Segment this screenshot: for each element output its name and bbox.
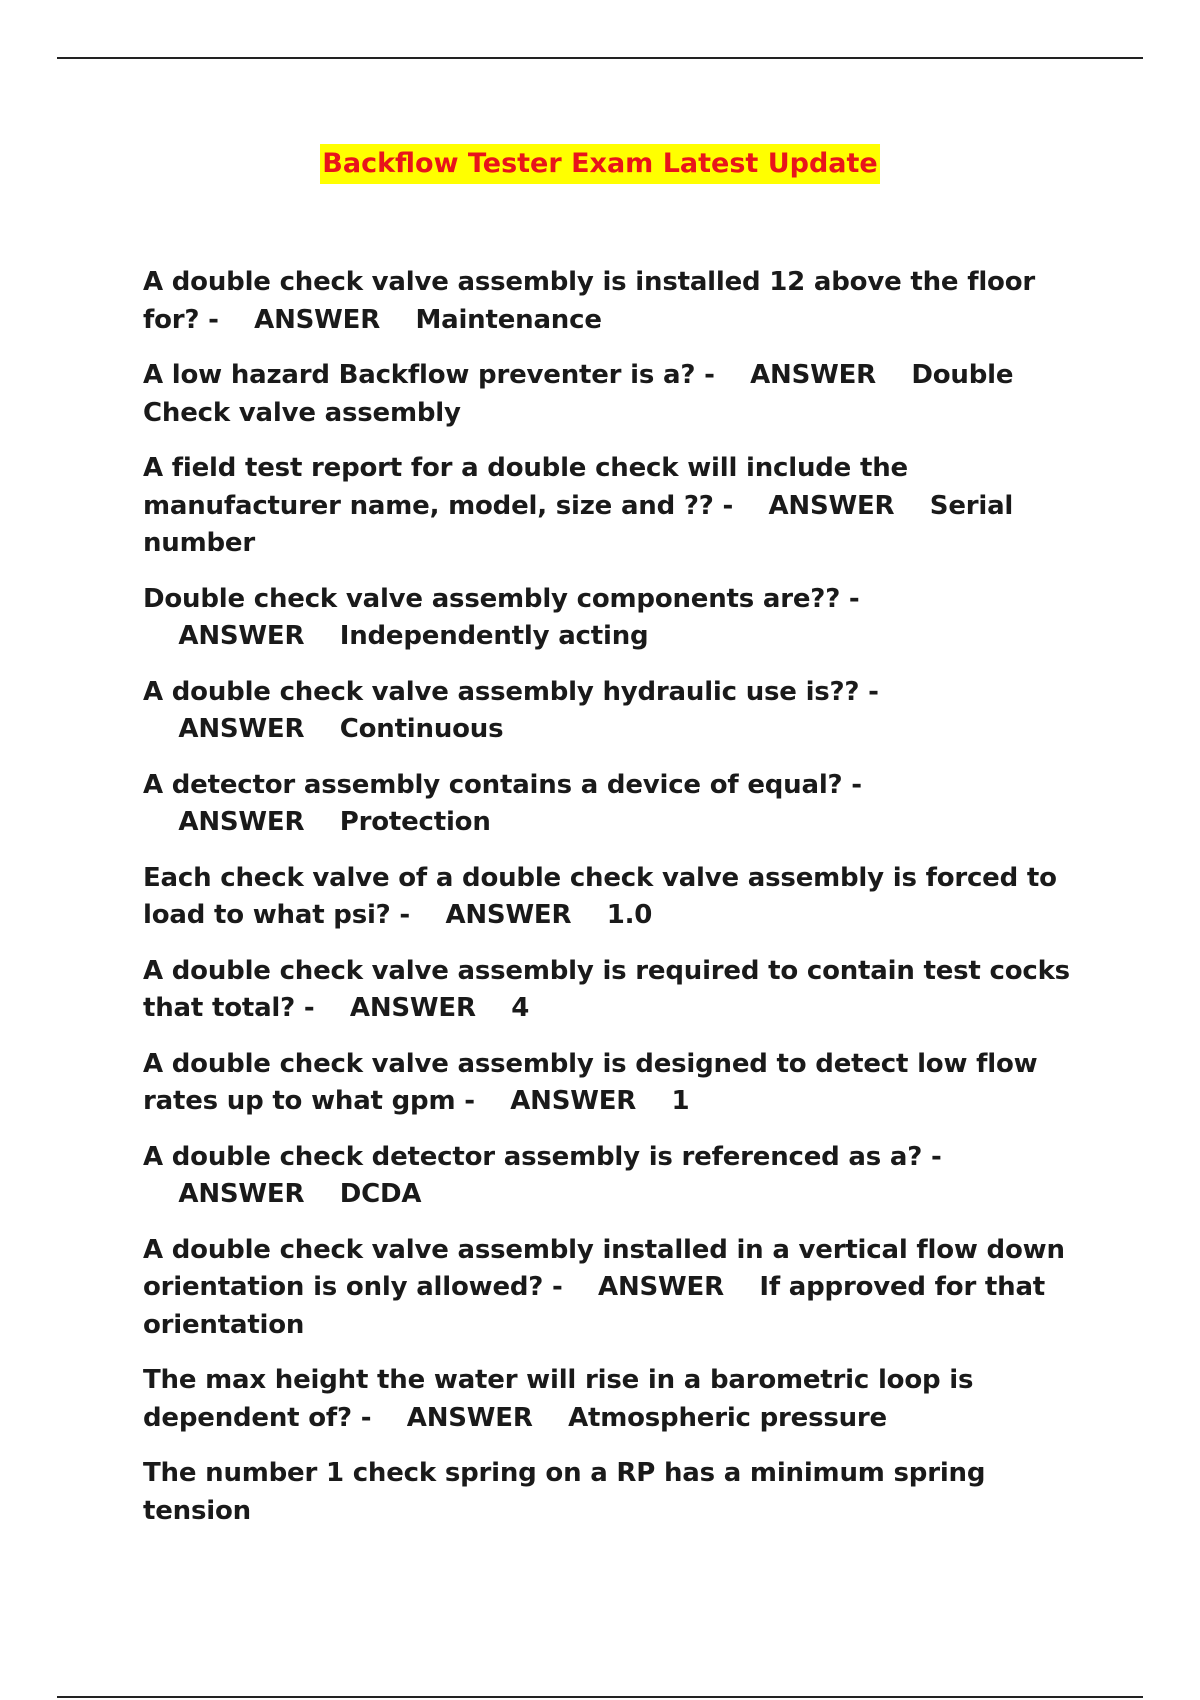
qa-item bbox=[143, 860, 1093, 935]
answer-text: 1.0 bbox=[606, 900, 653, 930]
qa-item bbox=[143, 1232, 1093, 1345]
question-text: A double check detector assembly is referenced as a? - bbox=[143, 1141, 942, 1172]
question-text: The number 1 check spring on a RP has a minimum spring tension bbox=[143, 1458, 986, 1526]
question-text: A detector assembly contains a device of equal? - bbox=[143, 769, 862, 800]
answer-text: If approved for that orientation bbox=[143, 1272, 1046, 1340]
qa-item bbox=[143, 450, 1093, 563]
qa-item bbox=[143, 1139, 1093, 1214]
question-text: A double check valve assembly hydraulic use is?? - bbox=[143, 676, 879, 707]
qa-item bbox=[143, 674, 1093, 749]
answer-label: ANSWER bbox=[178, 621, 305, 651]
answer-text: Double Check valve assembly bbox=[143, 360, 1014, 428]
answer-label: ANSWER bbox=[768, 490, 895, 521]
answer-label: ANSWER bbox=[178, 1179, 305, 1209]
question-text: A double check valve assembly is installed 12 above the floor for? - bbox=[143, 267, 1035, 335]
answer-label: ANSWER bbox=[445, 900, 572, 930]
answer-label: ANSWER bbox=[178, 807, 305, 837]
answer-text: Continuous bbox=[339, 714, 504, 744]
answer-text: 1 bbox=[671, 1086, 690, 1116]
qa-item bbox=[143, 767, 1093, 842]
question-text: A double check valve assembly is required to contain test cocks that total? - bbox=[143, 955, 1070, 1023]
question-text: A double check valve assembly installed in a vertical flow down orientation is only allowed? - bbox=[143, 1234, 1065, 1302]
answer-text: Independently acting bbox=[339, 621, 649, 651]
qa-item bbox=[143, 264, 1093, 339]
qa-item bbox=[143, 357, 1093, 432]
qa-item bbox=[143, 581, 1093, 656]
answer-text: DCDA bbox=[339, 1179, 422, 1209]
qa-item bbox=[143, 1455, 1093, 1530]
qa-list bbox=[143, 264, 1093, 1548]
answer-label: ANSWER bbox=[349, 993, 476, 1023]
answer-label: ANSWER bbox=[178, 714, 305, 744]
answer-label: ANSWER bbox=[750, 360, 876, 390]
question-text: A field test report for a double check will include the manufacturer name, model, size and ?? - bbox=[143, 453, 908, 521]
answer-text: 4 bbox=[511, 993, 530, 1023]
title-container bbox=[0, 144, 1200, 184]
answer-label: ANSWER bbox=[510, 1086, 637, 1116]
answer-label: ANSWER bbox=[598, 1272, 724, 1302]
answer-text: Serial number bbox=[143, 490, 1014, 558]
bottom-rule bbox=[57, 1696, 1143, 1698]
question-text: A double check valve assembly is designed to detect low flow rates up to what gpm - bbox=[143, 1048, 1038, 1116]
top-rule bbox=[57, 57, 1143, 59]
answer-text: Protection bbox=[339, 807, 491, 837]
qa-item bbox=[143, 1046, 1093, 1121]
qa-item bbox=[143, 953, 1093, 1028]
answer-label: ANSWER bbox=[406, 1402, 533, 1433]
question-text: A low hazard Backflow preventer is a? - bbox=[143, 360, 715, 390]
answer-text: Atmospheric pressure bbox=[568, 1402, 887, 1433]
question-text: Each check valve of a double check valve assembly is forced to load to what psi? - bbox=[143, 862, 1057, 930]
qa-item bbox=[143, 1362, 1093, 1437]
question-text: The max height the water will rise in a barometric loop is dependent of? - bbox=[143, 1365, 974, 1433]
document-title: Backflow Tester Exam Latest Update bbox=[320, 144, 879, 184]
answer-text: Maintenance bbox=[415, 304, 602, 335]
answer-label: ANSWER bbox=[254, 304, 381, 335]
question-text: Double check valve assembly components are?? - bbox=[143, 583, 860, 614]
